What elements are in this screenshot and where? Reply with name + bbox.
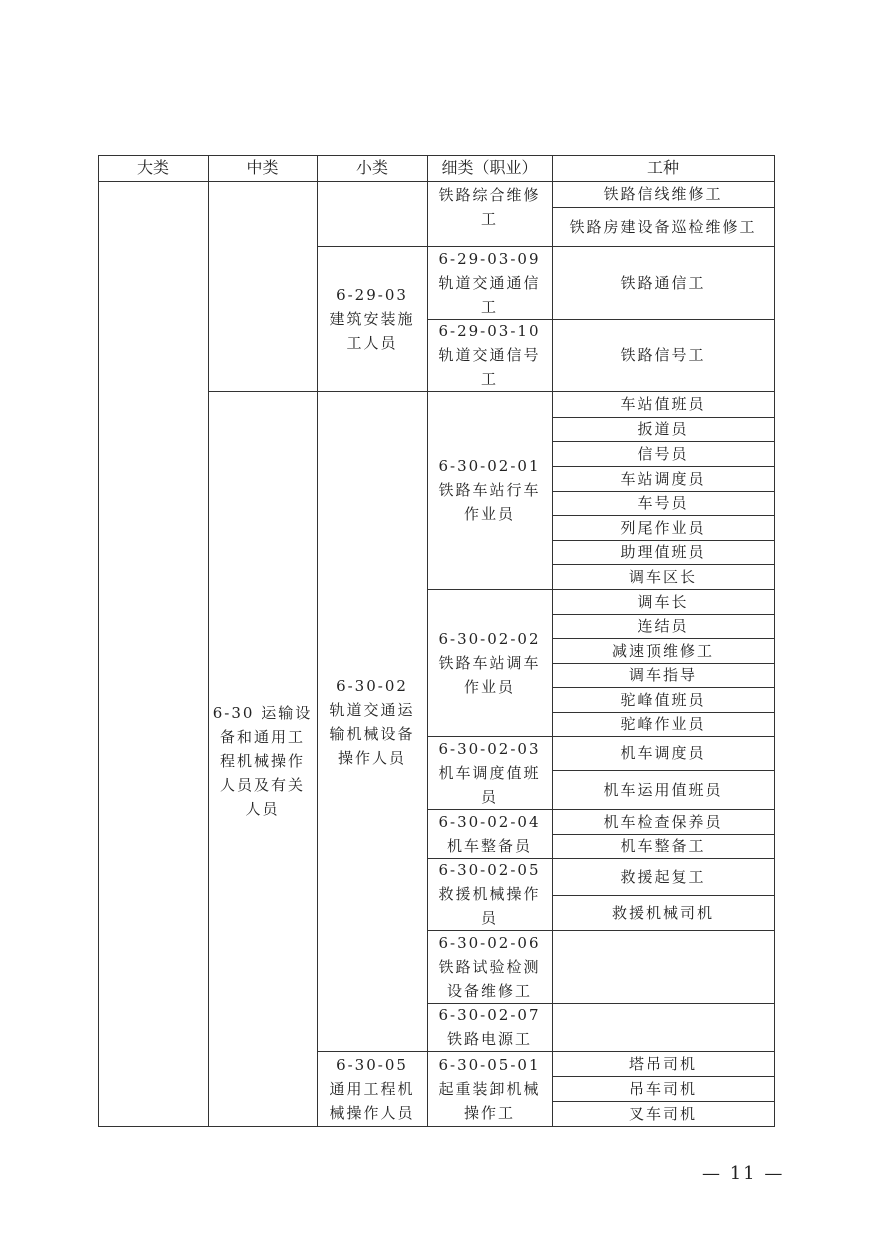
detail-code: 6-30-02-07 (438, 1006, 541, 1024)
trade-cell: 叉车司机 (628, 1104, 697, 1123)
detail-code: 6-29-03-09 (438, 249, 541, 268)
detail-code: 6-29-03-10 (438, 322, 541, 340)
small-category-line: 操作人员 (337, 749, 406, 767)
detail-line: 操作工 (463, 1103, 515, 1122)
detail-code: 6-30-02-06 (438, 933, 541, 952)
trade-cell: 铁路信线维修工 (603, 185, 723, 203)
trade-cell: 信号员 (637, 444, 689, 463)
page-number: — 11 — (702, 1163, 785, 1184)
detail-line: 救援机械操作 (438, 885, 541, 903)
header-detail-category: 细类（职业） (441, 158, 538, 177)
detail-line: 铁路电源工 (446, 1030, 532, 1048)
detail-line: 作业员 (463, 505, 515, 523)
detail-6-30-02-02 (427, 589, 552, 736)
table-border-right (774, 155, 775, 1126)
header-small-category: 小类 (355, 158, 388, 177)
detail-line: 铁路试验检测 (438, 957, 541, 976)
trade-cell: 塔吊司机 (628, 1054, 697, 1073)
small-category-code: 6-30-05 (336, 1055, 408, 1074)
trade-cell: 机车检查保养员 (603, 812, 723, 831)
table-border-bottom (98, 1126, 775, 1127)
table-border-left (98, 155, 99, 1126)
small-category-6-29-03 (317, 246, 427, 391)
mid-category-line: 人员 (245, 800, 280, 818)
detail-rail-maintenance (427, 181, 552, 235)
small-category-line: 轨道交通运 (329, 701, 415, 719)
header-major-category: 大类 (136, 158, 169, 177)
detail-6-30-02-05 (427, 858, 552, 930)
trade-cell: 减速顶维修工 (611, 641, 714, 660)
detail-6-30-02-01 (427, 391, 552, 589)
detail-6-29-03-10 (427, 319, 552, 391)
detail-line: 铁路综合维修 (438, 186, 541, 204)
detail-6-30-02-06 (427, 930, 552, 1003)
detail-line: 作业员 (463, 677, 515, 696)
trade-cell: 铁路房建设备巡检维修工 (569, 217, 757, 236)
trade-cell: 机车调度员 (620, 744, 706, 762)
small-category-6-30-02 (317, 391, 427, 1051)
trade-cell: 车站调度员 (620, 469, 706, 488)
trade-cell: 调车区长 (628, 567, 697, 586)
trade-cell: 调车指导 (628, 666, 697, 684)
trade-cell: 车号员 (637, 494, 689, 512)
detail-line: 员 (480, 787, 498, 806)
mid-category-line: 备和通用工 (219, 728, 305, 746)
trade-cell: 驼峰值班员 (620, 690, 706, 709)
detail-code: 6-30-02-05 (438, 861, 541, 879)
trade-cell: 机车整备工 (620, 837, 706, 855)
detail-line: 工 (480, 297, 498, 316)
detail-6-30-02-03 (427, 736, 552, 809)
detail-line: 轨道交通通信 (438, 273, 541, 292)
trade-cell: 调车长 (637, 592, 689, 611)
trade-cell: 驼峰作业员 (620, 715, 706, 733)
mid-category-line: 人员及有关 (219, 776, 305, 794)
detail-code: 6-30-02-03 (438, 739, 541, 758)
trade-cell: 车站值班员 (620, 395, 706, 413)
trade-cell: 铁路信号工 (620, 346, 706, 364)
detail-line: 设备维修工 (446, 981, 532, 1000)
detail-line: 工 (480, 210, 498, 228)
small-category-line: 械操作人员 (329, 1103, 415, 1122)
trade-cell: 机车运用值班员 (603, 780, 723, 799)
trade-cell: 列尾作业员 (620, 518, 706, 537)
small-category-line: 通用工程机 (329, 1079, 415, 1098)
detail-code: 6-30-05-01 (438, 1055, 541, 1074)
small-category-line: 建筑安装施 (329, 309, 415, 328)
trade-cell: 救援起复工 (620, 867, 706, 886)
small-category-line: 输机械设备 (329, 725, 415, 743)
detail-line: 起重装卸机械 (438, 1079, 541, 1098)
detail-line: 机车调度值班 (438, 763, 541, 782)
small-category-6-30-05 (317, 1051, 427, 1126)
detail-code: 6-30-02-04 (438, 812, 541, 831)
header-mid-category: 中类 (246, 158, 279, 177)
detail-6-29-03-09 (427, 246, 552, 319)
detail-line: 轨道交通信号 (438, 346, 541, 364)
detail-code: 6-30-02-01 (438, 457, 541, 475)
detail-code: 6-30-02-02 (438, 629, 541, 648)
detail-line: 铁路车站行车 (438, 481, 541, 499)
trade-cell: 连结员 (637, 617, 689, 635)
small-category-line: 工人员 (346, 333, 398, 352)
detail-6-30-02-07 (427, 1003, 552, 1051)
detail-6-30-02-04 (427, 809, 552, 858)
detail-line: 机车整备员 (446, 836, 532, 855)
small-category-code: 6-30-02 (336, 677, 408, 695)
trade-cell: 铁路通信工 (620, 273, 706, 292)
mid-category-6-30 (208, 391, 317, 1126)
detail-line: 工 (480, 370, 498, 388)
detail-line: 铁路车站调车 (438, 653, 541, 672)
trade-cell: 吊车司机 (628, 1079, 697, 1098)
trade-cell: 扳道员 (637, 420, 689, 438)
detail-line: 员 (480, 909, 498, 927)
trade-cell: 助理值班员 (620, 543, 706, 561)
detail-6-30-05-01 (427, 1051, 552, 1126)
mid-category-line: 程机械操作 (219, 752, 305, 770)
small-category-code: 6-29-03 (336, 285, 408, 304)
trade-cell: 救援机械司机 (611, 903, 714, 922)
header-trade: 工种 (646, 158, 679, 177)
mid-category-line: 6-30 运输设 (212, 704, 313, 722)
